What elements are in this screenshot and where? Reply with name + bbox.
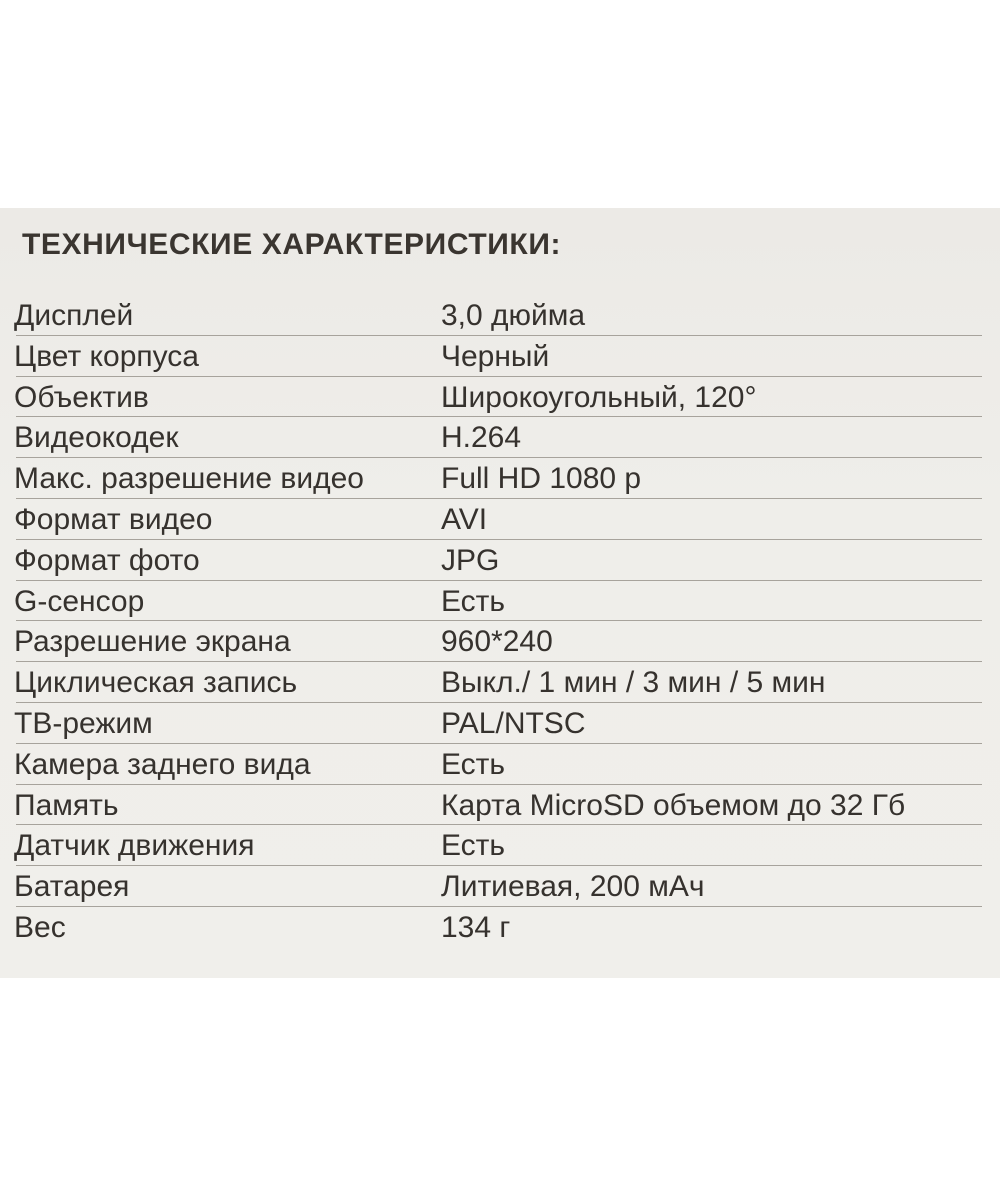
row-divider	[16, 335, 982, 336]
spec-name: Макс. разрешение видео	[14, 462, 364, 496]
spec-row	[0, 582, 1000, 623]
spec-row	[0, 622, 1000, 663]
spec-row	[0, 704, 1000, 745]
row-divider	[16, 784, 982, 785]
spec-table	[0, 296, 1000, 949]
row-divider	[16, 620, 982, 621]
spec-name: Дисплей	[14, 299, 134, 332]
spec-name: Датчик движения	[14, 829, 255, 863]
spec-name: Видеокодек	[14, 421, 179, 455]
spec-value: Есть	[441, 829, 506, 863]
spec-row	[0, 337, 1000, 378]
spec-name: Камера заднего вида	[14, 747, 311, 781]
spec-row	[0, 541, 1000, 582]
row-divider	[16, 498, 982, 499]
spec-value: AVI	[441, 502, 488, 536]
spec-value: Выкл./ 1 мин / 3 мин / 5 мин	[441, 666, 826, 700]
spec-value: 3,0 дюйма	[441, 299, 586, 332]
spec-value: Есть	[441, 584, 506, 618]
spec-row	[0, 826, 1000, 867]
spec-value: Литиевая, 200 мАч	[441, 870, 705, 904]
spec-value: 134 г	[441, 910, 511, 944]
row-divider	[16, 457, 982, 458]
spec-name: Память	[14, 788, 119, 822]
spec-value: Карта MicroSD объемом до 32 Гб	[441, 788, 906, 822]
spec-row	[0, 378, 1000, 419]
spec-row	[0, 500, 1000, 541]
row-divider	[16, 539, 982, 540]
spec-name: ТВ-режим	[14, 706, 153, 740]
spec-row	[0, 786, 1000, 827]
row-divider	[16, 865, 982, 866]
spec-name: Объектив	[14, 380, 149, 414]
spec-card	[0, 208, 1000, 978]
spec-row	[0, 908, 1000, 949]
spec-value: JPG	[441, 543, 500, 577]
spec-row	[0, 663, 1000, 704]
row-divider	[16, 376, 982, 377]
spec-value: 960*240	[441, 625, 553, 659]
spec-name: Цвет корпуса	[14, 339, 199, 373]
row-divider	[16, 824, 982, 825]
spec-row	[0, 418, 1000, 459]
spec-value: Full HD 1080 p	[441, 462, 642, 496]
spec-row	[0, 745, 1000, 786]
row-divider	[16, 906, 982, 907]
spec-value: Широкоугольный, 120°	[441, 380, 757, 414]
row-divider	[16, 743, 982, 744]
spec-value: Черный	[441, 339, 550, 373]
spec-name: Циклическая запись	[14, 666, 298, 700]
spec-name: Вес	[14, 910, 66, 944]
spec-name: G-сенсор	[14, 584, 145, 618]
spec-name: Формат видео	[14, 502, 213, 536]
spec-value: H.264	[441, 421, 522, 455]
row-divider	[16, 661, 982, 662]
spec-row	[0, 296, 1000, 337]
row-divider	[16, 416, 982, 417]
row-divider	[16, 580, 982, 581]
spec-name: Батарея	[14, 870, 130, 904]
spec-heading: ТЕХНИЧЕСКИЕ ХАРАКТЕРИСТИКИ:	[22, 228, 562, 261]
row-divider	[16, 702, 982, 703]
spec-row	[0, 459, 1000, 500]
spec-row	[0, 867, 1000, 908]
spec-value: PAL/NTSC	[441, 706, 586, 740]
spec-value: Есть	[441, 747, 506, 781]
spec-name: Формат фото	[14, 543, 200, 577]
spec-name: Разрешение экрана	[14, 625, 291, 659]
